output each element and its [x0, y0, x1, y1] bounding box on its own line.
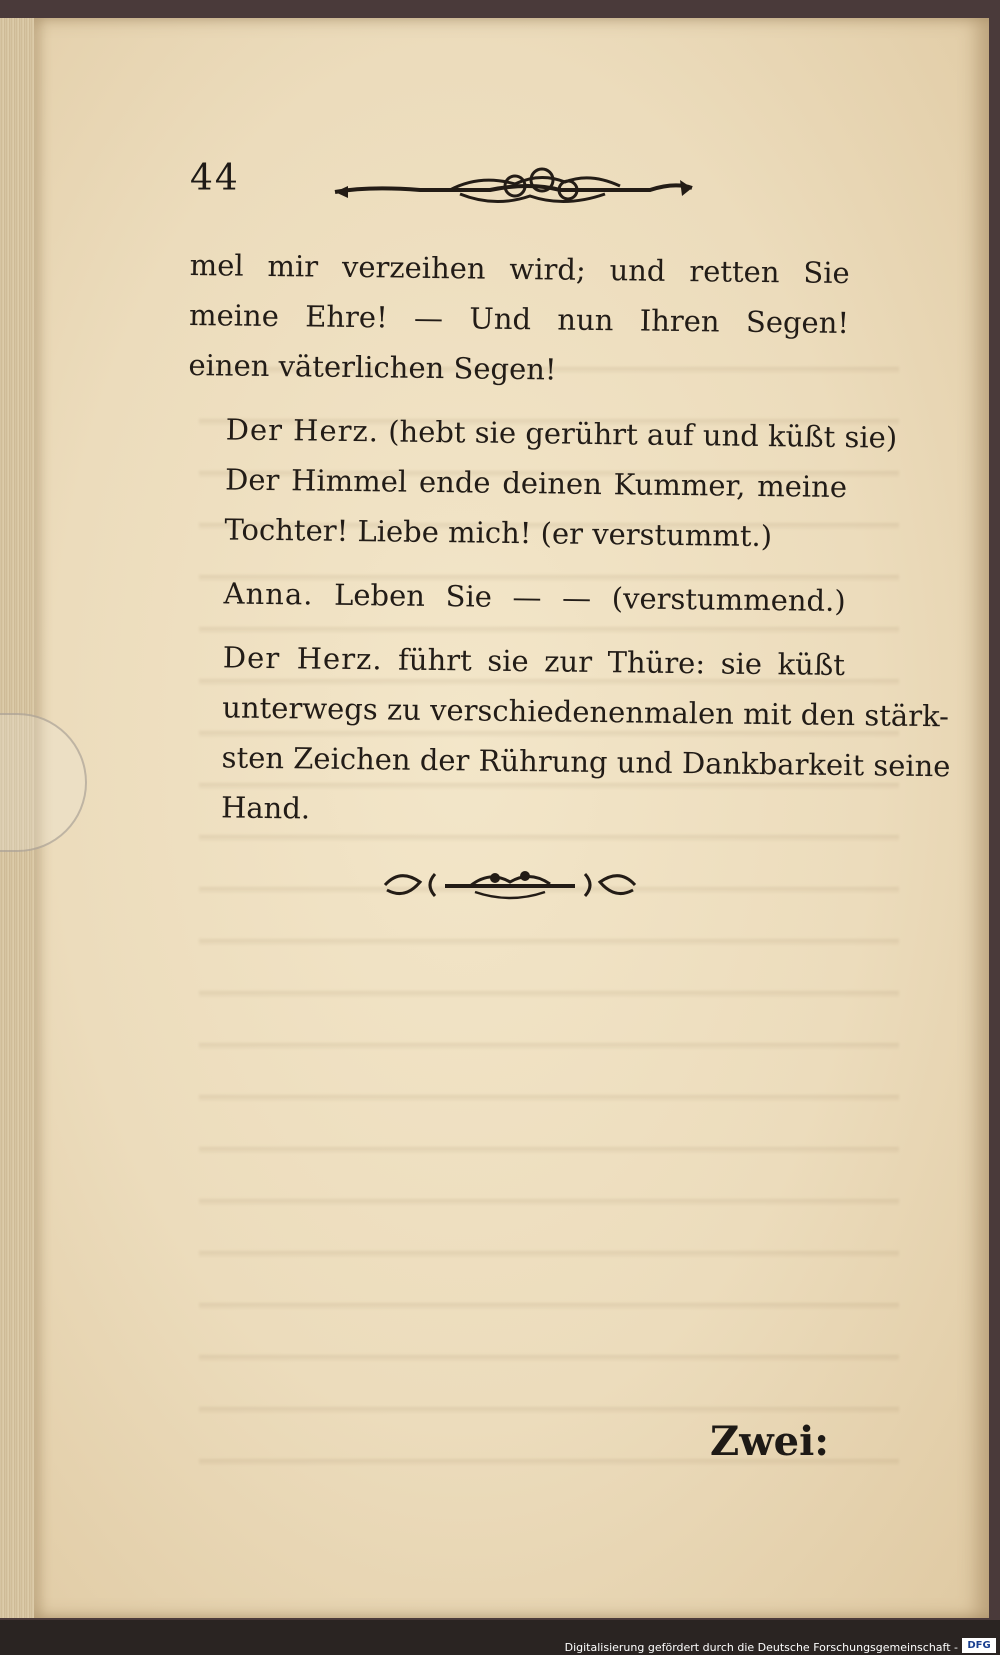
catchword: Zwei:	[710, 1418, 830, 1465]
page-number: 44	[190, 158, 240, 199]
text-line: Tochter! Liebe mich! (er verstummt.)	[224, 512, 773, 554]
text-line: sten Zeichen der Rührung und Dankbarkeit seine	[221, 740, 951, 784]
paragraph-3	[185, 568, 846, 626]
stage-direction: (hebt sie gerührt auf und küßt sie)	[387, 414, 898, 455]
text-line: meine Ehre! — Und nun Ihren Segen!	[188, 297, 850, 341]
stage-direction: führt sie zur Thüre: sie küßt	[397, 642, 846, 683]
text-line: mel mir verzeihen wird; und retten Sie	[189, 247, 850, 291]
footer-credit: Digitalisierung gefördert durch die Deutsche Forschungsgemeinschaft -	[564, 1641, 958, 1654]
text-line: Hand.	[220, 790, 311, 826]
text-line: Leben Sie — — (verstummend.)	[333, 577, 846, 619]
text-line: Der Himmel ende deinen Kummer, meine	[224, 462, 848, 505]
speaker-name: Der Herz.	[222, 640, 383, 677]
dfg-logo-icon: DFG	[962, 1638, 996, 1653]
speaker-name: Anna.	[223, 576, 314, 612]
ornament-divider-icon	[375, 860, 645, 910]
ornament-top-icon	[330, 160, 710, 220]
text-line: einen väterlichen Segen!	[188, 347, 557, 387]
body-text	[183, 240, 951, 840]
paragraph-4	[183, 632, 951, 840]
paragraph-2	[186, 404, 898, 562]
text-line: unterwegs zu verschiedenenmalen mit den stärk-	[222, 690, 950, 734]
paragraph-1	[188, 240, 850, 398]
speaker-name: Der Herz.	[225, 412, 380, 449]
